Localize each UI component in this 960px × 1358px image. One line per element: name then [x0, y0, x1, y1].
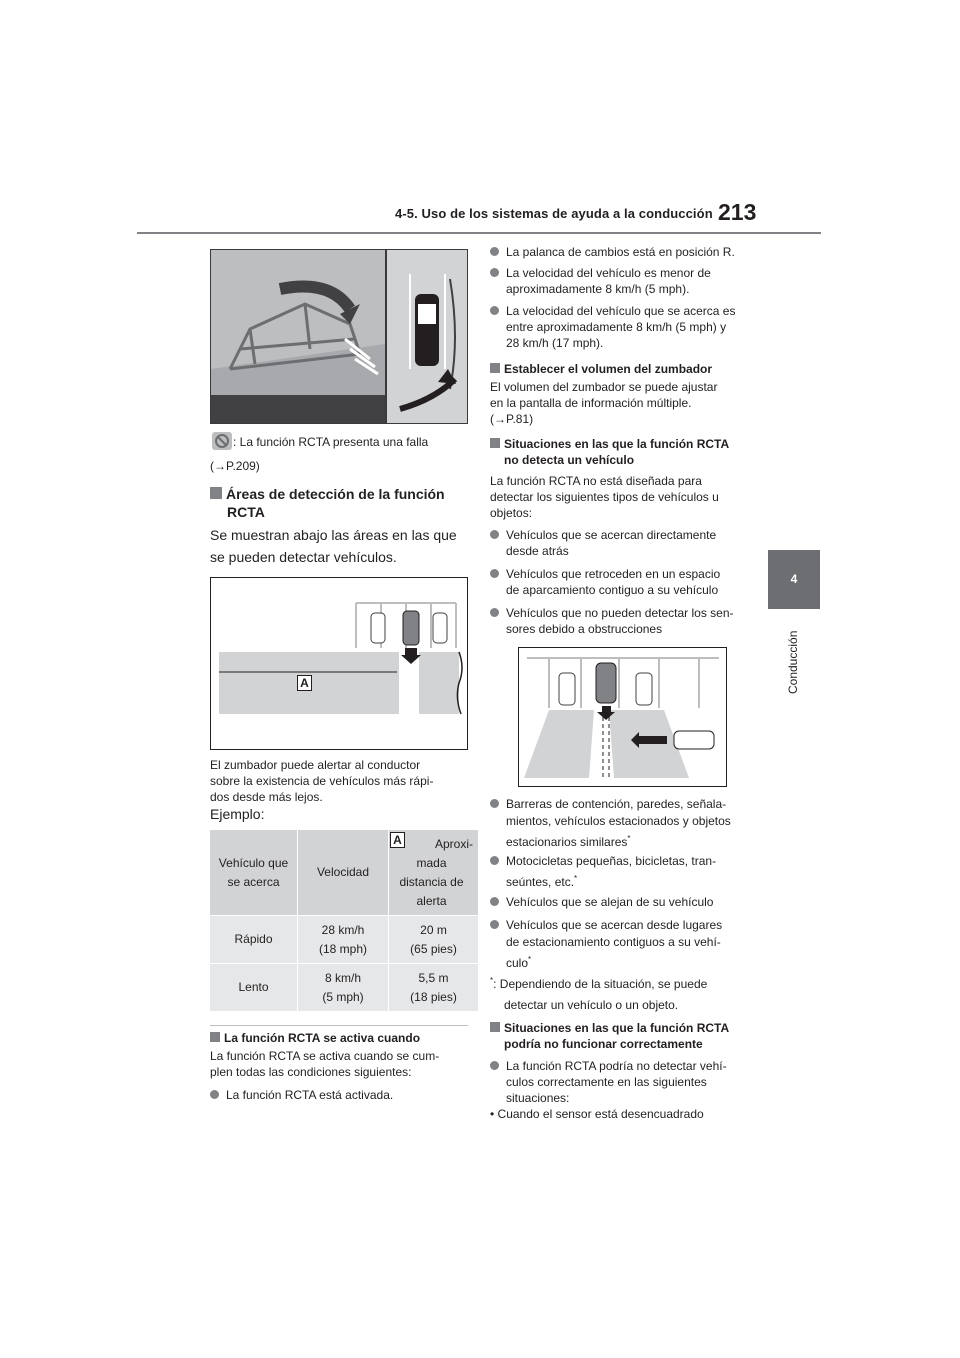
bullet-dot-icon — [490, 608, 499, 617]
area-a-label: A — [297, 675, 312, 691]
footnote-asterisk: * — [528, 955, 532, 964]
volume-heading: Establecer el volumen del zumbador — [490, 361, 712, 377]
activates-heading: La función RCTA se activa cuando — [210, 1030, 420, 1046]
fault-page-reference[interactable]: (→P.209) — [210, 459, 260, 473]
row-type: Lento — [210, 964, 298, 1012]
header-approaching-vehicle: Vehículo que se acerca — [210, 830, 298, 916]
header-speed: Velocidad — [298, 830, 389, 916]
alert-distance-table — [210, 830, 478, 1012]
volume-page-reference[interactable]: (→P.81) — [490, 412, 534, 426]
row-type: Rápido — [210, 916, 298, 964]
chapter-label: Conducción — [786, 630, 800, 694]
no-detect-text: La función RCTA no está diseñada para detectar los siguientes tipos de vehículos u objetos: — [490, 474, 719, 520]
example-label: Ejemplo: — [210, 806, 265, 822]
heading-square-icon — [210, 1032, 220, 1042]
heading-square-icon — [490, 1022, 500, 1032]
bullet-dot-icon — [210, 1090, 219, 1099]
fault-icon — [212, 432, 232, 450]
footnote-asterisk: * — [574, 874, 578, 883]
chapter-tab: 4 — [768, 550, 820, 609]
bullet-dot-icon — [490, 569, 499, 578]
buzzer-text: El zumbador puede alertar al conductor sobre la existencia de vehículos más rápi- dos desde más lejos. — [210, 758, 434, 804]
footnote: *: Dependiendo de la situación, se puede detectar un vehículo o un objeto. — [490, 976, 708, 1012]
malfunction-heading: Situaciones en las que la función RCTA podría no funcionar correctamente — [490, 1020, 729, 1052]
heading-square-icon — [490, 363, 500, 373]
divider — [210, 1025, 468, 1026]
no-detect-heading: Situaciones en las que la función RCTA no detecta un vehículo — [490, 436, 729, 468]
intro-text: Se muestran abajo las áreas en las que se pueden detectar vehículos. — [210, 527, 457, 565]
bullet-dot-icon — [490, 247, 499, 256]
camera-display-illustration — [210, 249, 468, 424]
header-alert-distance: A Aproxi- mada distancia de alerta — [389, 830, 479, 916]
activates-text: La función RCTA se activa cuando se cum- plen todas las condiciones siguientes: — [210, 1049, 440, 1079]
section-heading: Áreas de detección de la función RCTA — [210, 485, 445, 521]
fault-note: : La función RCTA presenta una falla — [233, 435, 429, 449]
page-number: 213 — [718, 199, 757, 225]
heading-square-icon — [490, 438, 500, 448]
sub-list-item: • Cuando el sensor está desencuadrado — [490, 1107, 704, 1121]
bullet-dot-icon — [490, 268, 499, 277]
bullet-dot-icon — [490, 530, 499, 539]
bullet-dot-icon — [490, 1061, 499, 1070]
section-title: 4-5. Uso de los sistemas de ayuda a la conducción — [395, 206, 713, 221]
row-speed: 28 km/h (18 mph) — [298, 916, 389, 964]
volume-text: El volumen del zumbador se puede ajustar en la pantalla de información múltiple. (→P.81) — [490, 380, 718, 426]
row-distance: 5,5 m (18 pies) — [389, 964, 479, 1012]
obstruction-diagram — [518, 647, 727, 787]
row-speed: 8 km/h (5 mph) — [298, 964, 389, 1012]
detection-area-diagram — [210, 577, 468, 750]
row-distance: 20 m (65 pies) — [389, 916, 479, 964]
bullet-dot-icon — [490, 799, 499, 808]
bullet-dot-icon — [490, 306, 499, 315]
header-rule — [137, 232, 821, 234]
heading-square-icon — [210, 487, 222, 499]
bullet-dot-icon — [490, 856, 499, 865]
bullet-dot-icon — [490, 920, 499, 929]
footnote-asterisk: * — [627, 834, 631, 843]
bullet-dot-icon — [490, 897, 499, 906]
